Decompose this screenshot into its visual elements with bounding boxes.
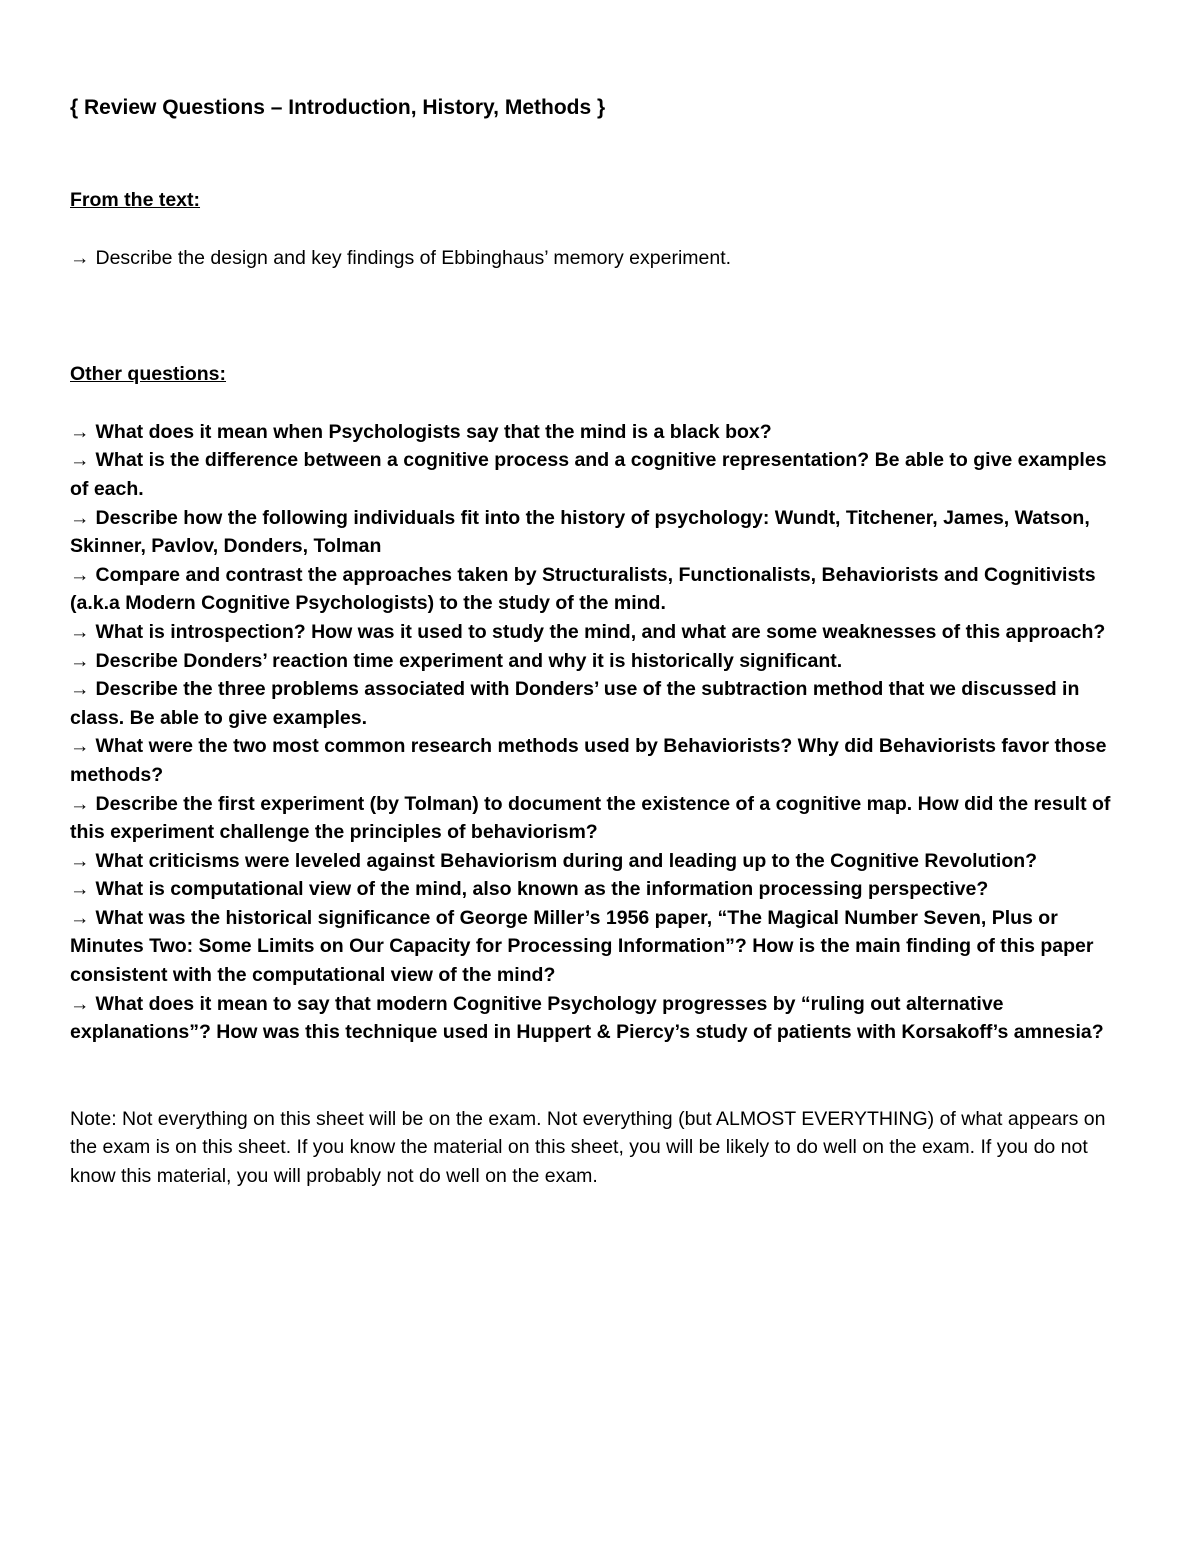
question-text: Describe the three problems associated with Donders’ use of the subtraction method that we discussed in class. Be able to give examples. [70,678,1080,729]
question-item [70,675,1120,732]
arrow-right-icon: → [70,563,90,586]
question-text: Describe Donders’ reaction time experiment and why it is historically significant. [95,649,843,672]
document-page [70,92,1120,1191]
question-item [70,790,1120,847]
arrow-right-icon: → [70,649,90,672]
question-item [70,732,1120,789]
section-heading-from-the-text: From the text: [70,189,201,211]
arrow-right-icon: → [70,849,90,872]
spacer [70,215,1120,244]
question-item [70,561,1120,618]
arrow-right-icon: → [70,620,90,643]
document-title: { Review Questions – Introduction, History, Methods } [70,96,606,119]
spacer [70,124,1120,186]
question-item [70,990,1120,1047]
arrow-right-icon: → [70,906,90,929]
section-other-questions [70,360,1120,1047]
question-item [70,446,1120,503]
arrow-right-icon: → [70,246,90,269]
exam-note: Note: Not everything on this sheet will be on the exam. Not everything (but ALMOST EVERYTHING) of what appears on the exam is on this sheet. If you know the material on this sheet, you will be likely to do well on the exam. If you do not know this material, you will probably not do well on the exam. [70,1107,1106,1188]
question-text: What is computational view of the mind, also known as the information processing perspective? [95,878,989,901]
arrow-right-icon: → [70,420,90,443]
question-item [70,244,1120,273]
question-item [70,875,1120,904]
spacer [70,1047,1120,1105]
question-text: What is introspection? How was it used to study the mind, and what are some weaknesses of this approach? [95,620,1106,643]
question-item [70,504,1120,561]
question-text: What was the historical significance of George Miller’s 1956 paper, “The Magical Number Seven, Plus or Minutes Two: Some Limits on Our Capacity for Processing Information”? How is the main finding of this paper consistent with the computational view of the mind? [70,906,1094,987]
arrow-right-icon: → [70,792,90,815]
question-text: What is the difference between a cognitive process and a cognitive representation? Be able to give examples of each. [70,449,1107,500]
arrow-right-icon: → [70,449,90,472]
question-item [70,418,1120,447]
question-list-from-the-text [70,244,1120,273]
spacer [70,389,1120,418]
question-text: What were the two most common research methods used by Behaviorists? Why did Behaviorists favor those methods? [70,735,1107,786]
spacer [70,272,1120,360]
arrow-right-icon: → [70,678,90,701]
question-text: Describe the first experiment (by Tolman) to document the existence of a cognitive map. How did the result of this experiment challenge the principles of behaviorism? [70,792,1111,844]
question-item [70,618,1120,647]
question-list-other-questions [70,418,1120,1047]
section-heading-other-questions: Other questions: [70,363,227,386]
question-text: Compare and contrast the approaches taken by Structuralists, Functionalists, Behaviorists and Cognitivists (a.k.a Modern Cognitive Psychologists) to the study of the mind. [70,563,1096,615]
question-text: Describe the design and key findings of Ebbinghaus’ memory experiment. [95,246,732,269]
question-item [70,847,1120,876]
section-from-the-text [70,186,1120,272]
question-text: What criticisms were leveled against Behaviorism during and leading up to the Cognitive Revolution? [95,849,1038,872]
question-item [70,904,1120,990]
question-text: What does it mean when Psychologists say that the mind is a black box? [95,420,772,443]
question-item [70,647,1120,676]
arrow-right-icon: → [70,506,90,529]
arrow-right-icon: → [70,878,90,901]
arrow-right-icon: → [70,735,90,758]
arrow-right-icon: → [70,992,90,1015]
question-text: What does it mean to say that modern Cognitive Psychology progresses by “ruling out alternative explanations”? How was this technique used in Huppert & Piercy’s study of patients with Korsakoff’s amnesia? [70,992,1104,1044]
question-text: Describe how the following individuals fit into the history of psychology: Wundt, Titchener, James, Watson, Skinner, Pavlov, Donders, Tolman [70,506,1090,558]
